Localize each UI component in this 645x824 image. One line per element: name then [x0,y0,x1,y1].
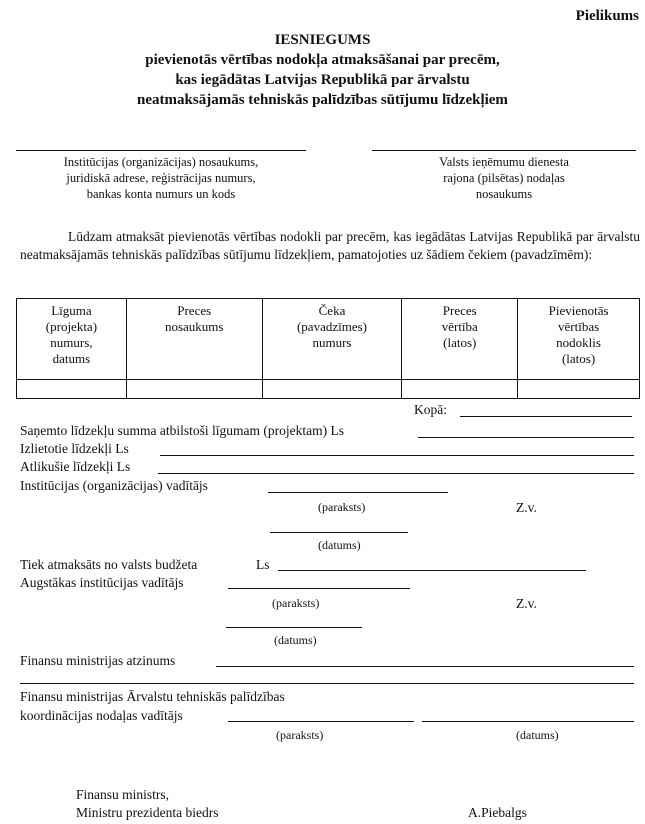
higher-date-line[interactable] [226,627,362,628]
spent-line[interactable] [160,455,634,456]
col-goods-value [402,299,518,380]
annex-label: Pielikums [575,8,639,24]
col-contract-4: datums [52,351,91,366]
table-header-row [17,299,640,380]
footer-signatory: A.Piebalgs [468,805,527,820]
request-paragraph: Lūdzam atmaksāt pievienotās vērtības nodokli par precēm, kas iegādātas Latvijas Republikā par ārvalstu neatmaksājamās tehniskās palīdzības sūtījumu līdzekļiem, pamatojoties uz šādiem čekiem (pavadzīmēm): [20,229,640,262]
receipts-table [16,298,640,399]
col-contract-2: (projekta) [45,319,98,334]
coord-head-label-1: Finansu ministrijas Ārvalstu tehniskās palīdzības [20,689,285,704]
col-receipt-2: (pavadzīmes) [296,319,367,334]
institution-signature-line[interactable] [268,492,448,493]
signature-caption-3: (paraksts) [276,728,324,742]
cell-goods[interactable] [126,380,262,399]
footer-deputy-pm: Ministru prezidenta biedrs [76,805,219,820]
remaining-line[interactable] [158,473,634,474]
col-vat-2: vērtības [558,319,600,334]
date-caption-3: (datums) [516,728,559,742]
col-contract-1: Līguma [51,303,92,318]
signature-caption-1: (paraksts) [318,500,366,514]
institution-date-line[interactable] [270,532,408,533]
institution-caption [16,154,306,202]
cell-contract[interactable] [17,380,127,399]
signature-caption-2: (paraksts) [272,596,320,610]
col-goods-2: nosaukums [164,319,224,334]
received-sum-line[interactable] [418,437,634,438]
vid-caption [372,154,636,202]
institution-field-line[interactable] [16,150,306,151]
coord-date-line[interactable] [422,721,634,722]
col-value-2: vērtība [441,319,478,334]
remaining-label: Atlikušie līdzekļi Ls [20,459,131,474]
coord-signature-line[interactable] [228,721,414,722]
refund-label: Tiek atmaksāts no valsts budžeta [20,557,198,572]
col-value-3: (latos) [443,335,477,350]
col-contract-3: numurs, [50,335,93,350]
title-line-2: kas iegādātas Latvijas Republikā par ārvalstu [175,72,470,88]
col-receipt-1: Čeka [318,303,346,318]
coord-head-label-2: koordinācijas nodaļas vadītājs [20,708,183,723]
col-goods-1: Preces [177,303,212,318]
col-goods-name [126,299,262,380]
col-value-1: Preces [442,303,477,318]
cell-receipt[interactable] [262,380,402,399]
refund-amount-line[interactable] [278,570,586,571]
cell-vat[interactable] [518,380,640,399]
refund-currency: Ls [256,557,270,572]
date-caption-2: (datums) [274,633,317,647]
title-line-3: neatmaksājamās tehniskās palīdzības sūtījumu līdzekļiem [137,92,508,108]
received-sum-label: Saņemto līdzekļu summa atbilstoši līgumam (projektam) Ls [20,423,344,438]
col-contract [17,299,127,380]
cell-value[interactable] [402,380,518,399]
higher-head-label: Augstākas institūcijas vadītājs [20,575,184,590]
vid-caption-3: nosaukums [475,187,533,201]
ministry-opinion-label: Finansu ministrijas atzinums [20,653,176,668]
date-caption-1: (datums) [318,538,361,552]
table-row[interactable] [17,380,640,399]
total-label: Kopā: [414,402,447,417]
footer-minister: Finansu ministrs, [76,787,170,802]
ministry-opinion-line[interactable] [216,666,634,667]
seal-label-2: Z.v. [516,596,537,611]
higher-signature-line[interactable] [228,588,410,589]
institution-head-label: Institūcijas (organizācijas) vadītājs [20,478,208,493]
institution-caption-1: Institūcijas (organizācijas) nosaukums, [63,155,259,169]
seal-label-1: Z.v. [516,500,537,515]
col-vat-3: nodoklis [556,335,601,350]
title-line-1: pievienotās vērtības nodokļa atmaksāšanai par precēm, [145,52,500,68]
col-vat-4: (latos) [561,351,596,366]
ministry-opinion-line-2[interactable] [20,683,634,684]
spent-label: Izlietotie līdzekļi Ls [20,441,129,456]
vid-caption-2: rajona (pilsētas) nodaļas [443,171,565,185]
col-vat [518,299,640,380]
col-vat-1: Pievienotās [548,303,609,318]
institution-caption-3: bankas konta numurs un kods [86,187,236,201]
institution-caption-2: juridiskā adrese, reģistrācijas numurs, [66,171,256,185]
total-field-line[interactable] [460,416,632,417]
document-heading: IESNIEGUMS [274,32,371,48]
col-receipt-3: numurs [312,335,352,350]
vid-caption-1: Valsts ieņēmumu dienesta [439,155,569,169]
vid-field-line[interactable] [372,150,636,151]
col-receipt-number [262,299,402,380]
